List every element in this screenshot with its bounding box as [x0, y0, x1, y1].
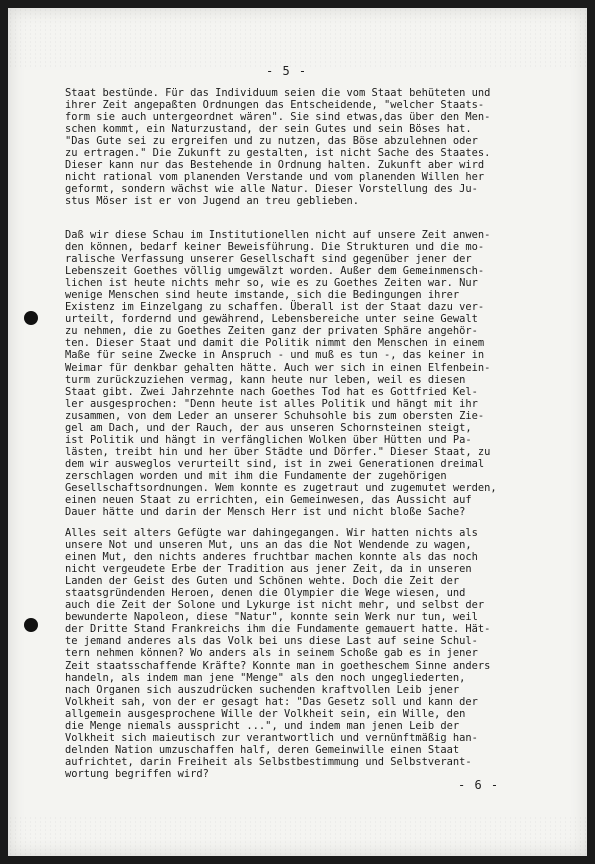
text-line: stus Möser ist er von Jugend an treu geblieben.: [65, 195, 360, 208]
text-line: zerschlagen worden und mit ihm die Fundamente der zugehörigen: [65, 469, 447, 482]
text-line: der Dritte Stand Frankreichs ihm die Fundamente gemauert hatte. Hät-: [65, 623, 491, 636]
text-line: lichen ist heute nichts mehr so, wie es zu Goethes Zeiten war. Nur: [65, 277, 478, 290]
text-line: Landen der Geist des Guten und Schönen wehte. Doch die Zeit der: [65, 575, 460, 588]
text-line: aufrichtet, darin Freiheit als Selbstbestimmung und Selbstverant-: [65, 755, 472, 768]
text-line: Daß wir diese Schau im Institutionellen nicht auf unsere Zeit anwen-: [65, 229, 491, 241]
scan-noise-bottom: [8, 816, 587, 856]
text-line: einen neuen Staat zu errichten, ein Gemeinwesen, das Aussicht auf: [65, 494, 472, 507]
text-line: ist Politik und hängt in verfänglichen Wolken über Hütten und Pa-: [65, 433, 472, 446]
text-line: handeln, als indem man jene "Menge" als den noch ungegliederten,: [65, 671, 466, 684]
text-line: Volkheit sah, von der er gesagt hat: "Das Gesetz soll und kann der: [65, 695, 478, 708]
text-line: ralische Verfassung unserer Gesellschaft sind gegenüber jener der: [65, 253, 472, 266]
text-line: urteilt, fordernd und gewährend, Lebensbereiche unter seine Gewalt: [65, 313, 478, 326]
text-line: Volkheit sich maieutisch zur verantwortlich und vernünftmäßig han-: [65, 731, 478, 744]
text-line: geformt, sondern wächst wie alle Natur. Dieser Vorstellung des Ju-: [65, 183, 478, 196]
text-line: auch die Zeit der Solone und Lykurge ist nicht mehr, und selbst der: [65, 599, 485, 612]
text-line: Dieser kann nur das Bestehende in Ordnung halten. Zukunft aber wird: [65, 159, 485, 172]
paragraph-1: [65, 87, 537, 207]
punch-hole: [24, 311, 38, 325]
text-line: Dauer hätte und darin der Mensch Herr ist und nicht bloße Sache?: [65, 506, 466, 519]
text-line: schen kommt, ein Naturzustand, der sein Gutes und sein Böses hat.: [65, 123, 472, 136]
text-line: Gesellschaftsordnungen. Wem konnte es zugetraut und zugemutet werden,: [65, 481, 497, 494]
text-line: te jemand anderes als das Volk bei uns diese Last auf seine Schul-: [65, 635, 478, 648]
text-line: bewunderte Napoleon, diese "Natur", konnte sein Werk nur tun, weil: [65, 611, 478, 624]
text-line: nicht vergeudete Erbe der Tradition aus jener Zeit, da in unseren: [65, 563, 472, 576]
paragraph-2: [65, 229, 537, 518]
scan-noise-top: [8, 8, 587, 68]
text-line: nach Organen sich auszudrücken suchenden kraftvollen Leib jener: [65, 683, 460, 696]
text-line: Lebenszeit Goethes völlig umgewälzt worden. Außer dem Gemeinmensch-: [65, 265, 485, 278]
text-line: einen Mut, den nichts anderes fruchtbar machen konnte als das noch: [65, 551, 478, 564]
text-line: zusammen, von dem Leder an unserer Schuhsohle bis zum obersten Zie-: [65, 409, 485, 422]
text-line: ihrer Zeit angepaßten Ordnungen das Entscheidende, "welcher Staats-: [65, 99, 485, 112]
text-line: wortung begriffen wird?: [65, 767, 209, 780]
text-line: ler ausgesprochen: "Denn heute ist alles Politik und hängt mit ihr: [65, 397, 478, 410]
text-line: zu nehmen, die zu Goethes Zeiten ganz der privaten Sphäre angehör-: [65, 325, 478, 338]
text-line: Weimar für denkbar gehalten hätte. Auch wer sich in einen Elfenbein-: [65, 361, 491, 374]
text-line: tern nehmen können? Wo anders als in seinem Schoße gab es in jener: [65, 647, 478, 660]
text-line: nicht rational vom planenden Verstande und vom planenden Willen her: [65, 171, 485, 184]
text-line: Existenz im Einzelgang zu schaffen. Überall ist der Staat dazu ver-: [65, 301, 485, 314]
punch-hole: [24, 618, 38, 632]
text-line: allgemein ausgesprochene Wille der Volkheit sein, ein Wille, den: [65, 707, 466, 720]
text-line: unsere Not und unseren Mut, uns an das die Not Wendende zu wagen,: [65, 539, 472, 552]
text-line: staatsgründenden Heroen, denen die Olympier die Wege wiesen, und: [65, 587, 466, 600]
text-line: ten. Dieser Staat und damit die Politik nimmt den Menschen in einem: [65, 337, 485, 350]
text-line: turm zurückzuziehen vermag, kann heute nur leben, weil es diesen: [65, 373, 466, 386]
text-line: lästen, treibt hin und her über Städte und Dörfer." Dieser Staat, zu: [65, 445, 491, 458]
text-line: Staat bestünde. Für das Individuum seien die vom Staat behüteten und: [65, 87, 491, 99]
text-line: Maße für seine Zwecke in Anspruch - und muß es tun -, das keiner in: [65, 349, 485, 362]
text-line: Zeit staatsschaffende Kräfte? Konnte man in goetheschem Sinne anders: [65, 659, 491, 672]
paragraph-3: [65, 527, 537, 780]
text-line: den können, bedarf keiner Beweisführung. Die Strukturen und die mo-: [65, 241, 485, 254]
text-line: die Menge niemals ausspricht ...", und indem man jenen Leib der: [65, 719, 460, 732]
text-line: form sie auch untergeordnet wären". Sie sind etwas,das über den Men-: [65, 111, 491, 124]
text-line: gel am Dach, und der Rauch, der aus unseren Schornsteinen steigt,: [65, 421, 472, 434]
page-number-bottom: - 6 -: [458, 778, 500, 792]
text-line: zu ertragen." Die Zukunft zu gestalten, ist nicht Sache des Staates.: [65, 147, 491, 160]
text-line: Alles seit alters Gefügte war dahingegangen. Wir hatten nichts als: [65, 527, 478, 539]
page-number-top: - 5 -: [266, 64, 308, 78]
text-line: Staat gibt. Zwei Jahrzehnte nach Goethes Tod hat es Gottfried Kel-: [65, 385, 478, 398]
text-line: delnden Nation umzuschaffen half, deren Gemeinwille einen Staat: [65, 743, 460, 756]
text-line: "Das Gute sei zu ergreifen und zu nutzen, das Böse abzulehnen oder: [65, 135, 478, 148]
text-line: wenige Menschen sind heute imstande, sich die Bedingungen ihrer: [65, 289, 460, 302]
text-line: dem wir ausweglos verurteilt sind, ist in zwei Generationen dreimal: [65, 457, 485, 470]
